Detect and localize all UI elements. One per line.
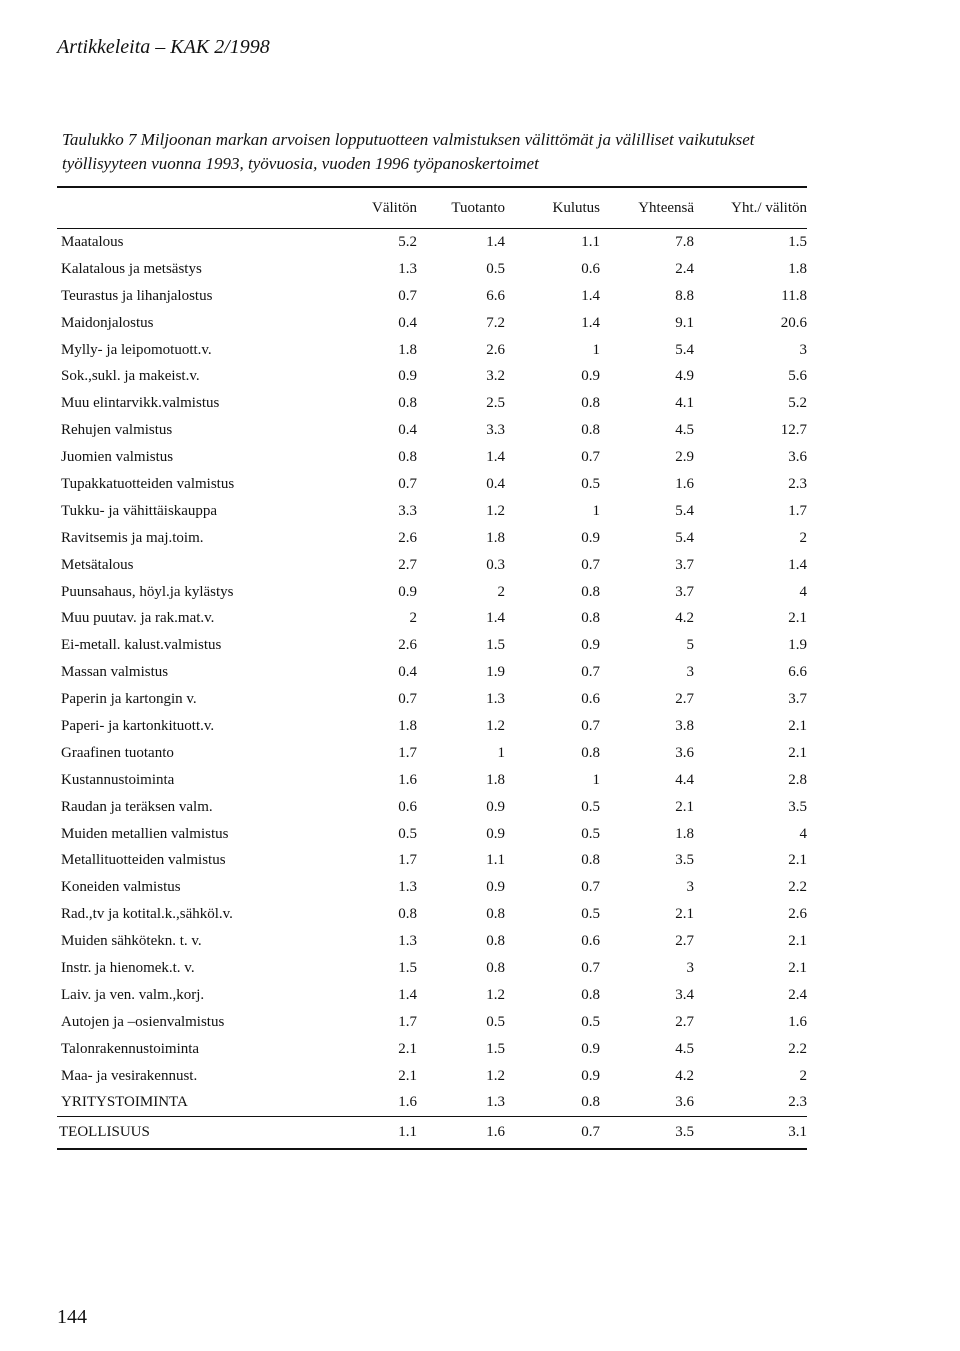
table-cell: 0.5 xyxy=(581,475,600,492)
table-cell: 1.6 xyxy=(788,1013,807,1030)
table-cell: 0.9 xyxy=(581,1040,600,1057)
table-cell: 0.9 xyxy=(398,583,417,600)
table-row xyxy=(57,579,807,606)
table-cell: 4.9 xyxy=(675,368,694,385)
table-cell: 2.6 xyxy=(788,906,807,923)
table-row xyxy=(57,1063,807,1090)
row-label: Maatalous xyxy=(61,233,124,250)
table-row xyxy=(57,256,807,283)
row-label: Rad.,tv ja kotital.k.,sähköl.v. xyxy=(61,906,233,923)
table-cell: 1 xyxy=(497,744,505,761)
table-cell: 0.7 xyxy=(505,1117,600,1150)
table-cell: 0.7 xyxy=(398,691,417,708)
row-label: Tukku- ja vähittäiskauppa xyxy=(61,502,218,519)
row-label: TEOLLISUUS xyxy=(57,1117,357,1150)
table-cell: 0.7 xyxy=(581,879,600,896)
table-row xyxy=(57,821,807,848)
table-cell: 0.8 xyxy=(581,852,600,869)
table-cell: 8.8 xyxy=(675,287,694,304)
page-number: 144 xyxy=(57,1306,87,1328)
table-cell: 1.3 xyxy=(398,260,417,277)
table-row xyxy=(57,659,807,686)
table-row xyxy=(57,874,807,901)
table-cell: 1.7 xyxy=(398,744,417,761)
table-cell: 0.5 xyxy=(581,825,600,842)
table-cell: 0.9 xyxy=(486,798,505,815)
table-cell: 1.4 xyxy=(398,986,417,1003)
table-cell: 1.8 xyxy=(675,825,694,842)
table-cell: 1.5 xyxy=(486,1040,505,1057)
table-cell: 1.7 xyxy=(398,852,417,869)
table-cell: 1.2 xyxy=(486,1067,505,1084)
table-cell: 1.9 xyxy=(788,637,807,654)
table-cell: 2.7 xyxy=(675,933,694,950)
table-cell: 1.1 xyxy=(357,1117,417,1150)
table-cell: 0.8 xyxy=(398,906,417,923)
table-cell: 4.1 xyxy=(675,395,694,412)
table-cell: 0.7 xyxy=(581,556,600,573)
table-header-row xyxy=(57,187,807,229)
table-cell: 7.8 xyxy=(675,233,694,250)
employment-table xyxy=(57,186,807,1150)
table-row xyxy=(57,471,807,498)
table-cell: 2.1 xyxy=(788,852,807,869)
table-cell: 1.3 xyxy=(398,933,417,950)
table-total-row xyxy=(57,1117,807,1150)
table-row xyxy=(57,552,807,579)
table-row xyxy=(57,605,807,632)
row-label: Muu puutav. ja rak.mat.v. xyxy=(61,610,215,627)
row-label: Muiden sähkötekn. t. v. xyxy=(61,933,202,950)
table-cell: 4.5 xyxy=(675,422,694,439)
table-cell: 5.2 xyxy=(398,233,417,250)
table-cell: 6.6 xyxy=(788,664,807,681)
table-cell: 3 xyxy=(686,879,694,896)
table-cell: 1.4 xyxy=(486,449,505,466)
table-cell: 0.8 xyxy=(486,933,505,950)
table-body xyxy=(57,229,807,1150)
table-cell: 0.5 xyxy=(581,798,600,815)
table-cell: 1 xyxy=(592,341,600,358)
row-label: Rehujen valmistus xyxy=(61,422,173,439)
table-cell: 0.9 xyxy=(581,1067,600,1084)
table-cell: 2.1 xyxy=(788,610,807,627)
table-cell: 3.6 xyxy=(675,1094,694,1111)
table-cell: 0.5 xyxy=(581,1013,600,1030)
table-cell: 3 xyxy=(799,341,807,358)
table-cell: 2.3 xyxy=(788,475,807,492)
table-cell: 1.1 xyxy=(486,852,505,869)
table-cell: 0.6 xyxy=(581,260,600,277)
table-cell: 2 xyxy=(497,583,505,600)
table-cell: 0.8 xyxy=(581,744,600,761)
table-cell: 1.1 xyxy=(581,233,600,250)
row-label: Massan valmistus xyxy=(61,664,169,681)
table-cell: 1.8 xyxy=(486,771,505,788)
table-cell: 12.7 xyxy=(780,422,807,439)
table-row xyxy=(57,498,807,525)
table-cell: 0.8 xyxy=(486,906,505,923)
row-label: Paperi- ja kartonkituott.v. xyxy=(61,717,215,734)
column-header: Yhteensä xyxy=(600,187,694,229)
table-cell: 1.2 xyxy=(486,502,505,519)
row-label: Teurastus ja lihanjalostus xyxy=(61,287,213,304)
table-cell: 0.7 xyxy=(581,449,600,466)
table-cell: 0.6 xyxy=(398,798,417,815)
row-label: Muiden metallien valmistus xyxy=(61,825,229,842)
table-row xyxy=(57,525,807,552)
table-cell: 0.9 xyxy=(581,368,600,385)
table-cell: 3.7 xyxy=(788,691,807,708)
table-cell: 0.7 xyxy=(581,664,600,681)
table-cell: 2.8 xyxy=(788,771,807,788)
running-header: Artikkeleita – KAK 2/1998 xyxy=(57,36,270,58)
table-cell: 0.7 xyxy=(398,287,417,304)
table-row xyxy=(57,955,807,982)
table-cell: 0.8 xyxy=(581,986,600,1003)
table-cell: 0.8 xyxy=(581,583,600,600)
table-cell: 0.3 xyxy=(486,556,505,573)
table-cell: 4.4 xyxy=(675,771,694,788)
table-cell: 6.6 xyxy=(486,287,505,304)
row-label: Juomien valmistus xyxy=(61,449,174,466)
table-cell: 0.5 xyxy=(581,906,600,923)
table-cell: 2.2 xyxy=(788,1040,807,1057)
table-cell: 0.5 xyxy=(398,825,417,842)
table-cell: 0.8 xyxy=(398,395,417,412)
table-cell: 1.3 xyxy=(486,1094,505,1111)
column-header: Tuotanto xyxy=(417,187,505,229)
row-label: Maa- ja vesirakennust. xyxy=(61,1067,198,1084)
table-cell: 1.2 xyxy=(486,717,505,734)
table-row xyxy=(57,847,807,874)
table-cell: 1 xyxy=(592,771,600,788)
table-cell: 0.9 xyxy=(486,825,505,842)
table-cell: 0.4 xyxy=(398,314,417,331)
table-cell: 20.6 xyxy=(780,314,807,331)
row-label: Tupakkatuotteiden valmistus xyxy=(61,475,235,492)
table-cell: 0.4 xyxy=(398,422,417,439)
table-cell: 1.9 xyxy=(486,664,505,681)
table-cell: 1.8 xyxy=(398,341,417,358)
table-cell: 1.4 xyxy=(486,610,505,627)
table-row xyxy=(57,337,807,364)
table-cell: 2.1 xyxy=(675,798,694,815)
table-cell: 0.7 xyxy=(581,959,600,976)
table-cell: 2 xyxy=(799,1067,807,1084)
table-row xyxy=(57,1009,807,1036)
row-label: Maidonjalostus xyxy=(61,314,154,331)
row-label: Sok.,sukl. ja makeist.v. xyxy=(61,368,200,385)
table-cell: 0.5 xyxy=(486,260,505,277)
table-cell: 1.6 xyxy=(675,475,694,492)
table-row xyxy=(57,283,807,310)
table-cell: 5.4 xyxy=(675,502,694,519)
row-label: Metallituotteiden valmistus xyxy=(61,852,226,869)
table-cell: 2.9 xyxy=(675,449,694,466)
table-cell: 0.4 xyxy=(486,475,505,492)
table-cell: 9.1 xyxy=(675,314,694,331)
table-cell: 11.8 xyxy=(781,287,807,304)
table-row xyxy=(57,982,807,1009)
table-cell: 2.5 xyxy=(486,395,505,412)
table-cell: 0.7 xyxy=(581,717,600,734)
table-cell: 3.6 xyxy=(788,449,807,466)
table-cell: 1.4 xyxy=(486,233,505,250)
table-cell: 2.2 xyxy=(788,879,807,896)
row-label: Talonrakennustoiminta xyxy=(61,1040,200,1057)
table-cell: 2.1 xyxy=(788,744,807,761)
table-row xyxy=(57,229,807,256)
row-label: Autojen ja –osienvalmistus xyxy=(61,1013,225,1030)
table-cell: 0.9 xyxy=(486,879,505,896)
table-row xyxy=(57,632,807,659)
table-cell: 2 xyxy=(799,529,807,546)
table-cell: 3.7 xyxy=(675,556,694,573)
table-cell: 0.8 xyxy=(486,959,505,976)
table-cell: 1.4 xyxy=(581,314,600,331)
table-cell: 3.5 xyxy=(600,1117,694,1150)
table-row xyxy=(57,390,807,417)
table-cell: 2.1 xyxy=(398,1040,417,1057)
table-row xyxy=(57,767,807,794)
table-cell: 2 xyxy=(409,610,417,627)
row-label: Muu elintarvikk.valmistus xyxy=(61,395,220,412)
table-cell: 1.7 xyxy=(398,1013,417,1030)
table-cell: 1.5 xyxy=(788,233,807,250)
table-cell: 2.1 xyxy=(788,959,807,976)
table-cell: 3.7 xyxy=(675,583,694,600)
table-cell: 1.5 xyxy=(398,959,417,976)
table-cell: 4.2 xyxy=(675,610,694,627)
table-cell: 3.8 xyxy=(675,717,694,734)
table-cell: 2.6 xyxy=(486,341,505,358)
row-label: Instr. ja hienomek.t. v. xyxy=(61,959,195,976)
row-label: Metsätalous xyxy=(61,556,134,573)
table-row xyxy=(57,686,807,713)
table-cell: 5.2 xyxy=(788,395,807,412)
table-cell: 2.1 xyxy=(788,933,807,950)
table-cell: 2.1 xyxy=(788,717,807,734)
table-cell: 1.8 xyxy=(486,529,505,546)
table-cell: 2.7 xyxy=(675,691,694,708)
column-header: Kulutus xyxy=(505,187,600,229)
table-cell: 1.5 xyxy=(486,637,505,654)
table-cell: 3.2 xyxy=(486,368,505,385)
table-cell: 1.2 xyxy=(486,986,505,1003)
column-header: Yht./ välitön xyxy=(694,187,807,229)
table-cell: 0.8 xyxy=(581,610,600,627)
table-cell: 0.4 xyxy=(398,664,417,681)
row-label: Graafinen tuotanto xyxy=(61,744,174,761)
row-label: Kustannustoiminta xyxy=(61,771,175,788)
table-row xyxy=(57,417,807,444)
row-label: Ravitsemis ja maj.toim. xyxy=(61,529,204,546)
table-cell: 2.1 xyxy=(398,1067,417,1084)
table-cell: 3.1 xyxy=(694,1117,807,1150)
table-cell: 1.4 xyxy=(788,556,807,573)
table-cell: 3.6 xyxy=(675,744,694,761)
table-cell: 1.3 xyxy=(486,691,505,708)
row-label: Ei-metall. kalust.valmistus xyxy=(61,637,222,654)
table-cell: 1.8 xyxy=(788,260,807,277)
table-cell: 7.2 xyxy=(486,314,505,331)
row-label: Raudan ja teräksen valm. xyxy=(61,798,213,815)
table-cell: 0.6 xyxy=(581,691,600,708)
table-cell: 2.3 xyxy=(788,1094,807,1111)
table-cell: 4 xyxy=(799,583,807,600)
table-cell: 3.5 xyxy=(788,798,807,815)
table-row xyxy=(57,1036,807,1063)
table-cell: 2.4 xyxy=(788,986,807,1003)
table-cell: 4.5 xyxy=(675,1040,694,1057)
row-label: Mylly- ja leipomotuott.v. xyxy=(61,341,212,358)
table-cell: 2.7 xyxy=(675,1013,694,1030)
table-cell: 1.7 xyxy=(788,502,807,519)
table-cell: 1 xyxy=(592,502,600,519)
table-cell: 5.4 xyxy=(675,341,694,358)
table-cell: 2.1 xyxy=(675,906,694,923)
table-cell: 3 xyxy=(686,664,694,681)
table-cell: 0.8 xyxy=(581,422,600,439)
row-label: Koneiden valmistus xyxy=(61,879,181,896)
table-cell: 3 xyxy=(686,959,694,976)
table-cell: 0.9 xyxy=(581,637,600,654)
table-cell: 1.3 xyxy=(398,879,417,896)
table-row xyxy=(57,444,807,471)
table-caption: Taulukko 7 Miljoonan markan arvoisen lopputuotteen valmistuksen välittömät ja välilliset vaikutukset työllisyyteen vuonna 1993, työvuosia, vuoden 1996 työpanoskertoimet xyxy=(62,130,755,173)
column-header: Välitön xyxy=(357,187,417,229)
row-label: Kalatalous ja metsästys xyxy=(61,260,202,277)
table-cell: 3.4 xyxy=(675,986,694,1003)
table-row xyxy=(57,901,807,928)
row-label: Paperin ja kartongin v. xyxy=(61,691,197,708)
table-cell: 0.9 xyxy=(581,529,600,546)
table-cell: 0.5 xyxy=(486,1013,505,1030)
table-cell: 0.8 xyxy=(581,395,600,412)
table-cell: 2.6 xyxy=(398,529,417,546)
table-cell: 1.6 xyxy=(398,1094,417,1111)
table-cell: 5 xyxy=(686,637,694,654)
table-cell: 1.8 xyxy=(398,717,417,734)
table-cell: 1.6 xyxy=(417,1117,505,1150)
table-cell: 5.4 xyxy=(675,529,694,546)
table-cell: 1.6 xyxy=(398,771,417,788)
table-cell: 3.3 xyxy=(486,422,505,439)
table-cell: 2.6 xyxy=(398,637,417,654)
table-row xyxy=(57,713,807,740)
table-cell: 4 xyxy=(799,825,807,842)
table-cell: 3.5 xyxy=(675,852,694,869)
table-cell: 2.7 xyxy=(398,556,417,573)
table-cell: 5.6 xyxy=(788,368,807,385)
table-row xyxy=(57,1090,807,1117)
table-cell: 3.3 xyxy=(398,502,417,519)
table-row xyxy=(57,363,807,390)
column-header xyxy=(57,187,357,229)
row-label: Laiv. ja ven. valm.,korj. xyxy=(61,986,205,1003)
row-label: YRITYSTOIMINTA xyxy=(61,1094,188,1111)
table-cell: 2.4 xyxy=(675,260,694,277)
table-cell: 0.8 xyxy=(398,449,417,466)
table-cell: 0.9 xyxy=(398,368,417,385)
table-cell: 0.8 xyxy=(581,1094,600,1111)
table-cell: 4.2 xyxy=(675,1067,694,1084)
table-cell: 1.4 xyxy=(581,287,600,304)
table-row xyxy=(57,740,807,767)
table-cell: 0.6 xyxy=(581,933,600,950)
table-row xyxy=(57,928,807,955)
table-row xyxy=(57,794,807,821)
table-cell: 0.7 xyxy=(398,475,417,492)
table-row xyxy=(57,310,807,337)
row-label: Puunsahaus, höyl.ja kylästys xyxy=(61,583,234,600)
